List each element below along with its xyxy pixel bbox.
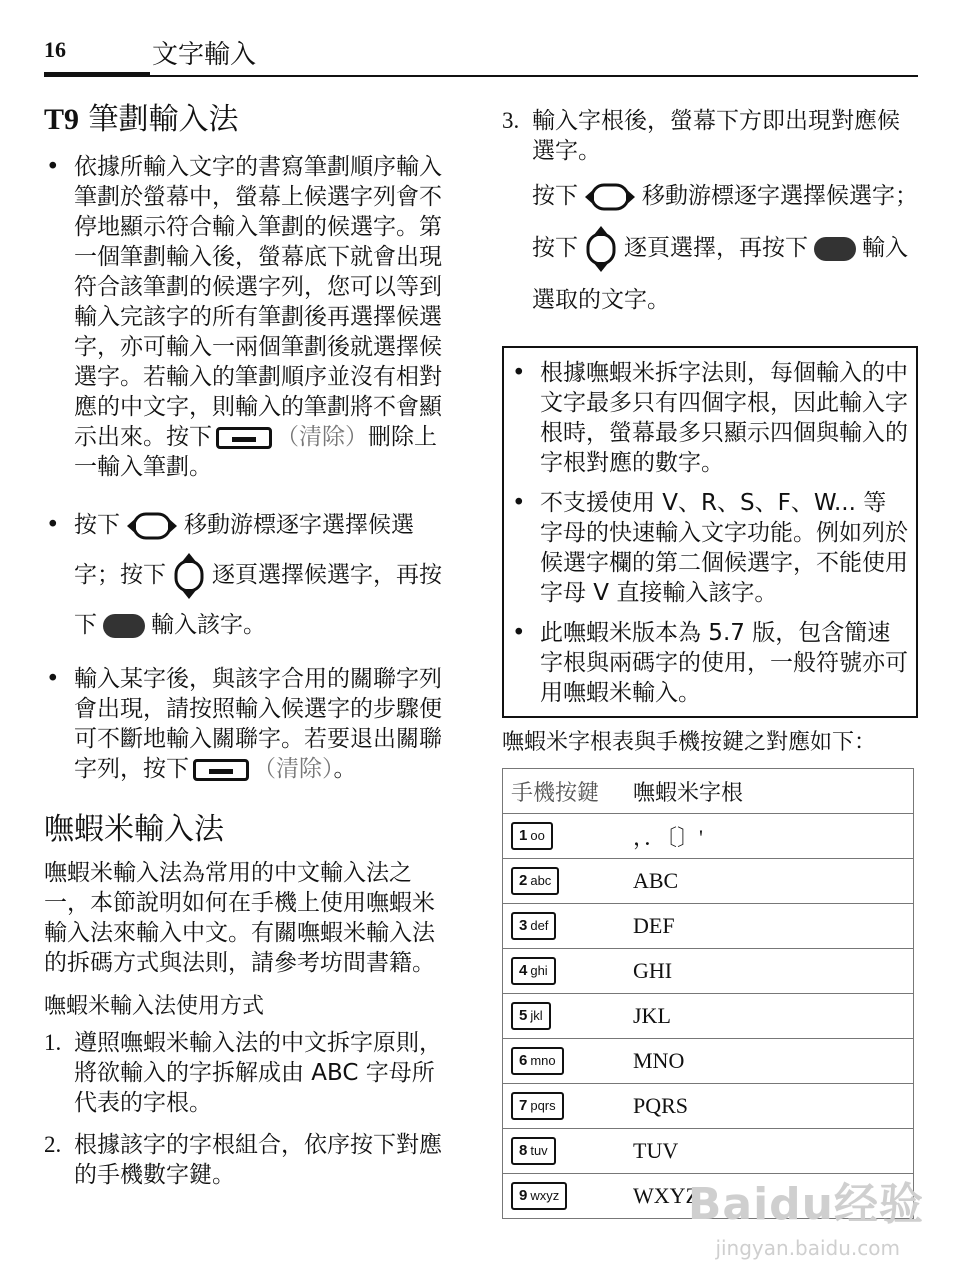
step-1 (44, 1028, 456, 1118)
phone-key-cell (503, 1084, 634, 1129)
key-number: 5 (519, 1007, 528, 1024)
key-letters: mno (530, 1053, 556, 1068)
roots-cell: ABC (633, 859, 914, 904)
note-text: 此嘸蝦米版本為 5.7 版，包含簡速字根與兩碼字的使用，一般符號亦可用嘸蝦米輸入。 (540, 620, 908, 706)
nav-up-down-icon (584, 226, 618, 272)
note-item: • 此嘸蝦米版本為 5.7 版，包含簡速字根與兩碼字的使用，一般符號亦可用嘸蝦米輸入。 (512, 620, 908, 706)
key-letters: wxyz (530, 1188, 560, 1203)
ok-key-icon (814, 237, 856, 261)
table-intro: 嘸蝦米字根表與手機按鍵之對應如下： (502, 730, 877, 755)
table-row (503, 1129, 914, 1174)
table-row (503, 949, 914, 994)
step-3 (502, 106, 918, 326)
softkey-clear-icon (216, 427, 272, 449)
clear-label: （清除） (276, 424, 368, 450)
step-1-text: 遵照嘸蝦米輸入法的中文拆字原則，將欲輸入的字拆解成由 ABC 字母所代表的字根。 (74, 1030, 442, 1116)
t9-bullet-3-tail: 。 (333, 756, 357, 782)
roots-cell: DEF (633, 904, 914, 949)
phone-key-icon (511, 1002, 551, 1030)
t9-bullet-2-text: 按下 (74, 512, 120, 538)
step-2-number: 2. (44, 1132, 62, 1157)
watermark-url: jingyan.baidu.com (715, 1236, 900, 1260)
t9-bullet-3: • 輸入某字後，與該字合用的關聯字列會出現，請按照輸入候選字的步驟便可不斷地輸入關聯字。若要退出關聯字列，按下 （清除）。 (46, 666, 442, 782)
nav-left-right-icon (126, 511, 178, 541)
key-number: 3 (519, 917, 528, 934)
note-item: • 不支援使用 V、R、S、F、W... 等字母的快速輸入文字功能。例如列於候選字欄的第二個候選字，不能使用字母 V 直接輸入該字。 (512, 490, 908, 606)
page-number: 16 (44, 37, 66, 62)
phone-key-icon (511, 912, 556, 940)
key-letters: tuv (530, 1143, 548, 1158)
t9-heading (44, 100, 456, 140)
table-row (503, 814, 914, 859)
key-root-table (502, 768, 914, 1219)
boshiamy-intro: 嘸蝦米輸入法為常用的中文輸入法之一，本節說明如何在手機上使用嘸蝦米輸入法來輸入中文。有關嘸蝦米輸入法的拆碼方式與法則，請參考坊間書籍。 (44, 860, 435, 976)
table-row (503, 904, 914, 949)
table-row (503, 1039, 914, 1084)
t9-bullet-2-tail: 輸入該字。 (151, 612, 266, 638)
phone-key-icon (511, 822, 553, 850)
section-title: 文字輸入 (152, 40, 257, 70)
roots-cell: PQRS (633, 1084, 914, 1129)
roots-cell: ，．〔〕' (633, 814, 914, 859)
note-text: 不支援使用 V、R、S、F、W... 等字母的快速輸入文字功能。例如列於候選字欄的第二個候選字，不能使用字母 V 直接輸入該字。 (540, 490, 908, 606)
table-header-row (503, 769, 914, 814)
t9-bullet-3-text: 輸入某字後，與該字合用的關聯字列會出現，請按照輸入候選字的步驟便可不斷地輸入關聯字。若要退出關聯字列，按下 (74, 666, 442, 782)
key-number: 7 (519, 1097, 528, 1114)
phone-key-cell (503, 1174, 634, 1219)
roots-cell: WXYZ (633, 1174, 914, 1219)
key-number: 9 (519, 1187, 528, 1204)
roots-cell: MNO (633, 1039, 914, 1084)
t9-bullet-2-mid: 移動游標逐字選擇候選字；按下 (74, 512, 414, 588)
phone-key-icon (511, 1182, 567, 1210)
step-3-tail: 輸入選取的文字。 (532, 235, 908, 313)
note-text: 根據嘸蝦米拆字法則，每個輸入的中文字最多只有四個字根，因此輸入字根時，螢幕最多只顯示四個與輸入的字根對應的數字。 (540, 360, 908, 476)
table-row (503, 1084, 914, 1129)
boshiamy-heading: 嘸蝦米輸入法 (44, 812, 224, 847)
phone-key-cell (503, 949, 634, 994)
phone-key-cell (503, 814, 634, 859)
phone-key-icon (511, 1047, 564, 1075)
key-letters: abc (530, 873, 552, 888)
t9-bullet-1-text: 依據所輸入文字的書寫筆劃順序輸入筆劃於螢幕中，螢幕上候選字列會不停地顯示符合輸入筆劃的候選字。第一個筆劃輸入後，螢幕底下就會出現符合該筆劃的候選字列，您可以等到輸入完該字的所有筆劃後再選擇候選字，亦可輸入一兩個筆劃後就選擇候選字。若輸入的筆劃順序並沒有相對應的中文字，則輸入的筆劃將不會顯示出來。按下 (74, 154, 442, 450)
phone-key-cell (503, 1039, 634, 1084)
key-number: 4 (519, 962, 528, 979)
t9-bullet-2: • 按下 移動游標逐字選擇候選字；按下 逐頁選擇候選字，再按下 輸入該字。 (46, 512, 442, 638)
nav-left-right-icon (584, 182, 636, 212)
clear-label: （清除） (253, 756, 334, 782)
right-column (502, 100, 918, 1219)
t9-bullet-1-tail: 刪除上一輸入筆劃。 (74, 424, 437, 480)
step-3-mid: 移動游標逐字選擇候選字；按下 (532, 183, 918, 261)
roots-cell: TUV (633, 1129, 914, 1174)
key-letters: ghi (530, 963, 548, 978)
phone-key-icon (511, 867, 559, 895)
step-3-number: 3. (502, 108, 520, 133)
ok-key-icon (103, 614, 145, 638)
step-3-text: 輸入字根後，螢幕下方即出現對應候選字。 (532, 108, 900, 164)
key-number: 8 (519, 1142, 528, 1159)
step-2-text: 根據該字的字根組合，依序按下對應的手機數字鍵。 (74, 1132, 442, 1188)
phone-key-cell (503, 904, 634, 949)
step-2 (44, 1130, 456, 1190)
phone-key-cell (503, 1129, 634, 1174)
phone-key-icon (511, 1092, 564, 1120)
phone-key-icon (511, 957, 556, 985)
step-3-press: 按下 (532, 183, 578, 209)
roots-cell: JKL (633, 994, 914, 1039)
key-letters: jkl (530, 1008, 543, 1023)
table-row (503, 859, 914, 904)
key-letters: oo (530, 828, 545, 843)
header-roots: 嘸蝦米字根 (633, 769, 914, 814)
step-3-detail (532, 170, 918, 326)
key-number: 6 (519, 1052, 528, 1069)
header-key: 手機按鍵 (503, 769, 634, 814)
roots-cell: GHI (633, 949, 914, 994)
step-3-mid2: 逐頁選擇，再按下 (624, 235, 808, 261)
watermark-logo: Baidu经验 (687, 1179, 924, 1230)
t9-heading-zh: 筆劃輸入法 (79, 102, 239, 137)
usage-heading: 嘸蝦米輸入法使用方式 (44, 994, 265, 1019)
header-rule (150, 75, 918, 77)
key-number: 2 (519, 872, 528, 889)
note-box (502, 346, 918, 718)
step-1-number: 1. (44, 1030, 62, 1055)
note-item: • 根據嘸蝦米拆字法則，每個輸入的中文字最多只有四個字根，因此輸入字根時，螢幕最多只顯示四個與輸入的字根對應的數字。 (512, 360, 908, 476)
key-letters: def (530, 918, 549, 933)
key-letters: pqrs (530, 1098, 556, 1113)
nav-up-down-icon (172, 553, 206, 599)
table-row (503, 994, 914, 1039)
t9-bullet-1: • 依據所輸入文字的書寫筆劃順序輸入筆劃於螢幕中，螢幕上候選字列會不停地顯示符合輸入筆劃的候選字。第一個筆劃輸入後，螢幕底下就會出現符合該筆劃的候選字列，您可以等到輸入完該字的所有筆劃後再選擇候選字，亦可輸入一兩個筆劃後就選擇候選字。若輸入的筆劃順序並沒有相對應的中文字，則輸入的筆劃將不會顯示出來。按下 （清除）刪除上一輸入筆劃。 (46, 154, 442, 480)
phone-key-cell (503, 994, 634, 1039)
key-number: 1 (519, 827, 528, 844)
phone-key-cell (503, 859, 634, 904)
softkey-clear-icon (193, 759, 249, 781)
phone-key-icon (511, 1137, 556, 1165)
left-column (44, 100, 456, 1190)
t9-bullet-2-mid2: 逐頁選擇候選字，再按下 (74, 562, 442, 638)
header-rule-thick (44, 72, 150, 77)
t9-heading-en: T9 (44, 103, 80, 136)
